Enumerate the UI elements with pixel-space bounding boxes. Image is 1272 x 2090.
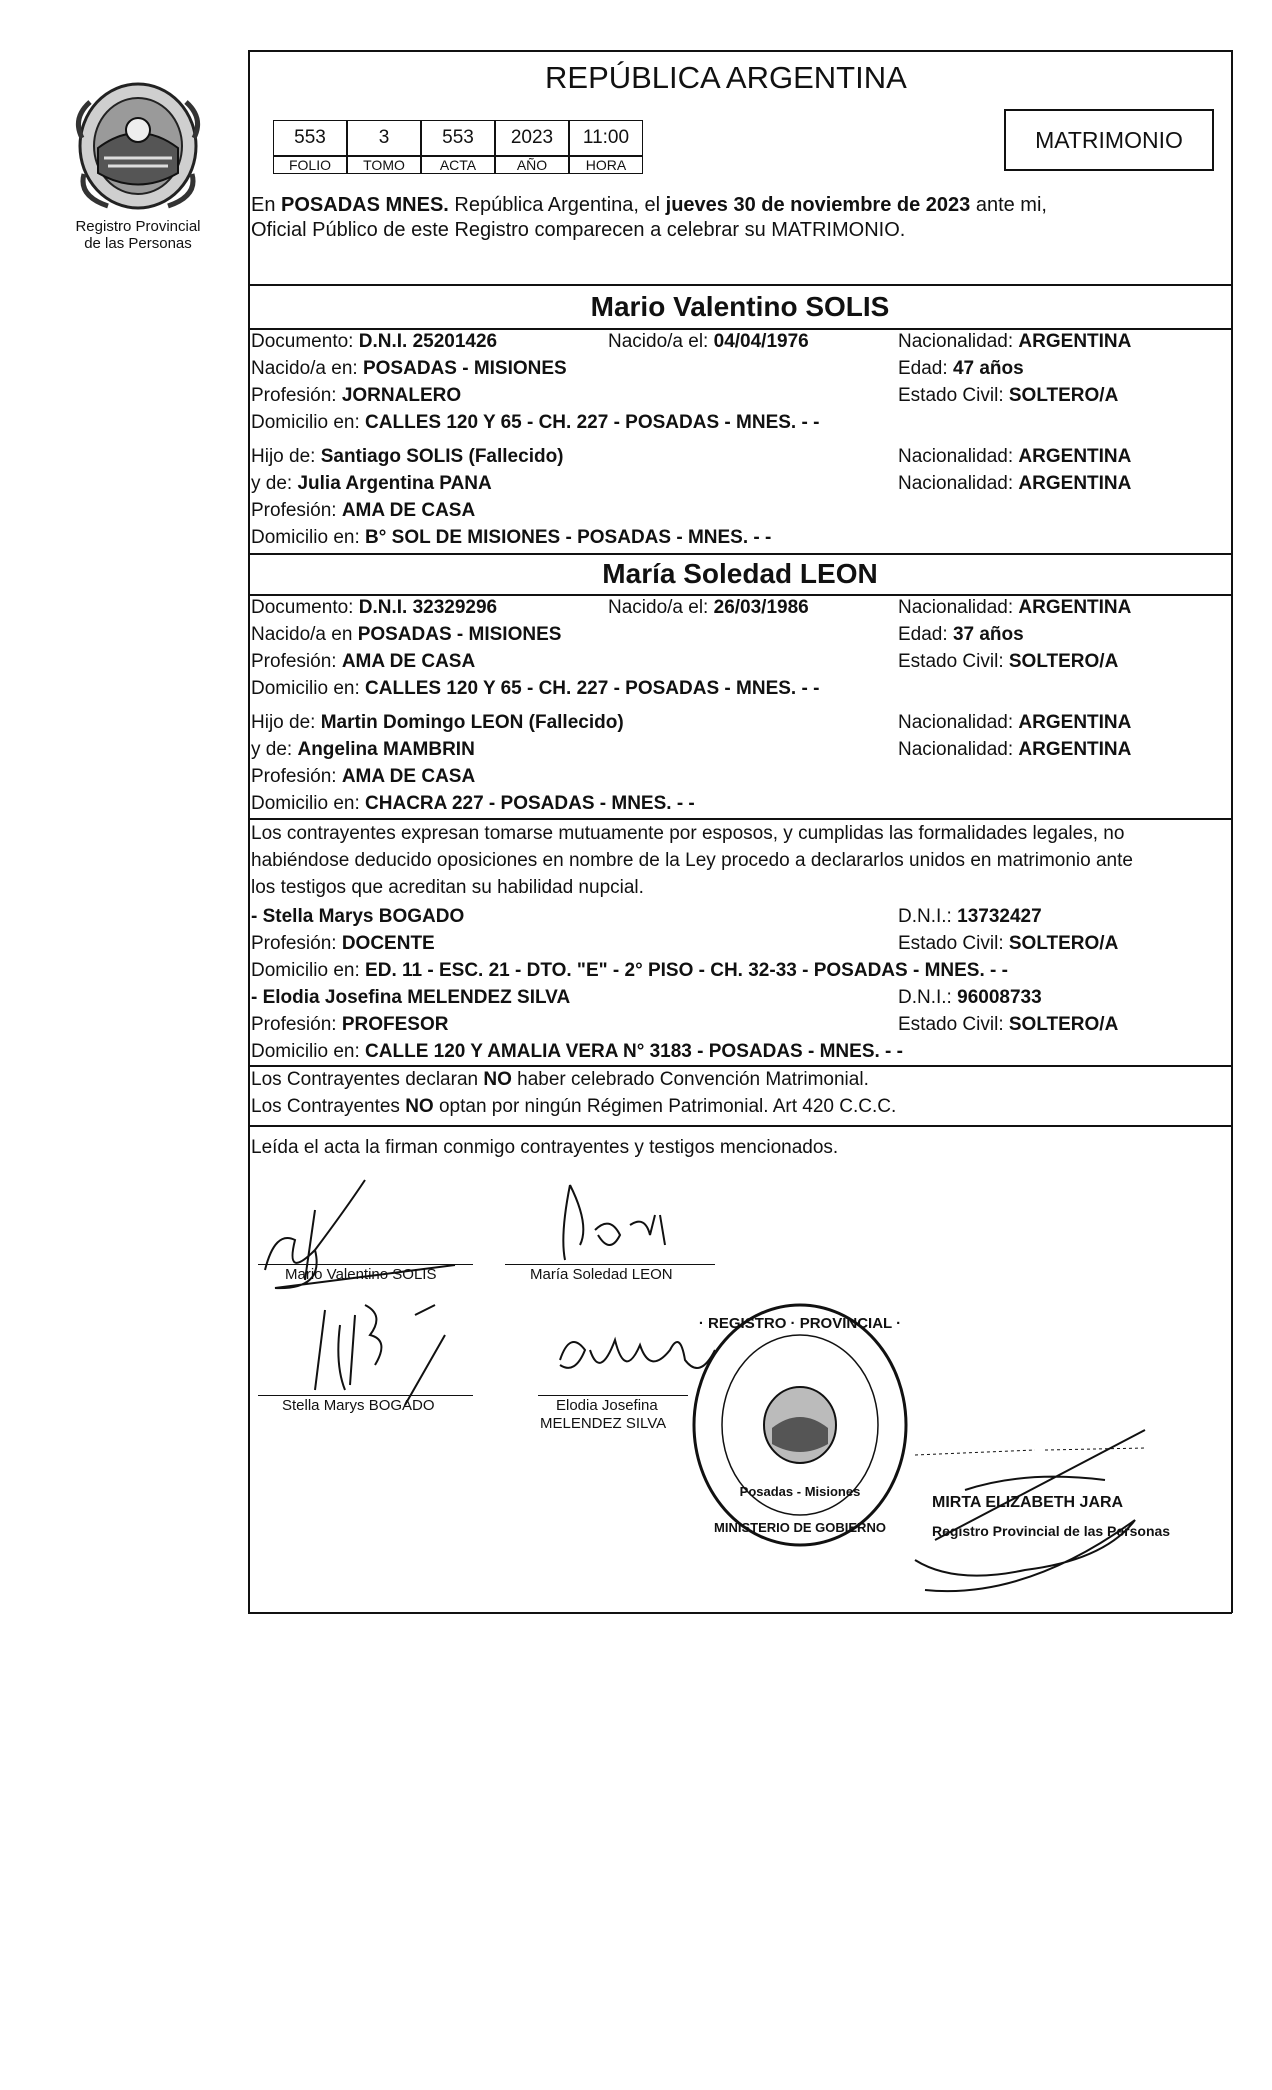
bride-mother-profession: Profesión: AMA DE CASA — [251, 766, 476, 787]
folio-label: FOLIO — [273, 156, 347, 174]
regime-top — [248, 1065, 1232, 1067]
bride-signature-line — [505, 1264, 715, 1265]
witness-2-name: - Elodia Josefina MELENDEZ SILVA — [251, 987, 571, 1008]
groom-mother-nationality: Nacionalidad: ARGENTINA — [898, 473, 1132, 494]
bride-address: Domicilio en: CALLES 120 Y 65 - CH. 227 - POSADAS - MNES. - - — [251, 678, 820, 699]
official-title: Registro Provincial de las Personas — [932, 1523, 1171, 1539]
frame-bottom — [248, 1612, 1232, 1614]
witness-2-signature-caption-1: Elodia Josefina — [556, 1397, 658, 1414]
bride-name: María Soledad LEON — [602, 558, 878, 589]
page-title: REPÚBLICA ARGENTINA — [545, 60, 907, 95]
groom-mother-profession: Profesión: AMA DE CASA — [251, 500, 476, 521]
declaration-line1: Los contrayentes expresan tomarse mutuamente por esposos, y cumplidas las formalidades legales, no — [251, 823, 1125, 844]
bride-signature-caption: María Soledad LEON — [530, 1266, 673, 1283]
svg-text:MINISTERIO DE GOBIERNO: MINISTERIO DE GOBIERNO — [714, 1520, 886, 1535]
witness-1-profession: Profesión: DOCENTE — [251, 933, 435, 954]
witness-1-signature-caption: Stella Marys BOGADO — [282, 1397, 435, 1414]
year-value: 2023 — [495, 120, 569, 156]
hour-label: HORA — [569, 156, 643, 174]
regime-line2: Los Contrayentes NO optan por ningún Régimen Patrimonial. Art 420 C.C.C. — [251, 1096, 897, 1117]
tomo-value: 3 — [347, 120, 421, 156]
witness-1-civil-status: Estado Civil: SOLTERO/A — [898, 933, 1119, 954]
witness-1-dni: D.N.I.: 13732427 — [898, 906, 1042, 927]
groom-born-in: Nacido/a en: POSADAS - MISIONES — [251, 358, 567, 379]
intro-line2: Oficial Público de este Registro comparecen a celebrar su MATRIMONIO. — [251, 219, 906, 241]
witness-2-civil-status: Estado Civil: SOLTERO/A — [898, 1014, 1119, 1035]
official-seal-icon — [688, 1298, 913, 1553]
declaration-line3: los testigos que acreditan su habilidad nupcial. — [251, 877, 644, 898]
groom-father-nationality: Nacionalidad: ARGENTINA — [898, 446, 1132, 467]
groom-section-top — [248, 284, 1232, 286]
groom-age: Edad: 47 años — [898, 358, 1024, 379]
witness-1-signature-icon — [285, 1295, 485, 1410]
declaration-top — [248, 818, 1232, 820]
witness-2-signature-caption-2: MELENDEZ SILVA — [540, 1415, 667, 1432]
svg-text:· REGISTRO · PROVINCIAL ·: · REGISTRO · PROVINCIAL · — [698, 1315, 902, 1332]
bride-born-in: Nacido/a en POSADAS - MISIONES — [251, 624, 562, 645]
acta-label: ACTA — [421, 156, 495, 174]
witness-2-profession: Profesión: PROFESOR — [251, 1014, 449, 1035]
intro-date: jueves 30 de noviembre de 2023 — [665, 194, 971, 216]
folio-value: 553 — [273, 120, 347, 156]
groom-civil-status: Estado Civil: SOLTERO/A — [898, 385, 1119, 406]
acta-value: 553 — [421, 120, 495, 156]
bride-section-top — [248, 553, 1232, 555]
province-shield-icon — [68, 78, 208, 213]
bride-civil-status: Estado Civil: SOLTERO/A — [898, 651, 1119, 672]
act-type-label: MATRIMONIO — [1035, 127, 1183, 153]
act-type-box — [1004, 109, 1214, 171]
regime-line1: Los Contrayentes declaran NO haber celebrado Convención Matrimonial. — [251, 1069, 869, 1090]
groom-name: Mario Valentino SOLIS — [590, 291, 890, 322]
official-name: MIRTA ELIZABETH JARA — [932, 1494, 1124, 1511]
bride-profession: Profesión: AMA DE CASA — [251, 651, 476, 672]
bride-document: Documento: D.N.I. 32329296 — [251, 597, 498, 618]
groom-document: Documento: D.N.I. 25201426 — [251, 331, 498, 352]
groom-mother: y de: Julia Argentina PANA — [251, 473, 492, 494]
intro-place: POSADAS MNES. — [281, 194, 449, 216]
groom-parents-address: Domicilio en: B° SOL DE MISIONES - POSADAS - MNES. - - — [251, 527, 772, 548]
bride-father: Hijo de: Martin Domingo LEON (Fallecido) — [251, 712, 624, 733]
groom-signature-line — [258, 1264, 473, 1265]
read-note: Leída el acta la firman conmigo contrayentes y testigos mencionados. — [251, 1137, 839, 1158]
groom-father: Hijo de: Santiago SOLIS (Fallecido) — [251, 446, 564, 467]
witness-2-signature-line — [538, 1395, 688, 1396]
bride-signature-icon — [550, 1175, 710, 1270]
svg-text:Posadas - Misiones: Posadas - Misiones — [739, 1484, 861, 1499]
groom-profession: Profesión: JORNALERO — [251, 385, 462, 406]
registry-caption-line1: Registro Provincial — [75, 218, 201, 235]
registry-caption-line2: de las Personas — [84, 235, 192, 252]
hour-value: 11:00 — [569, 120, 643, 156]
declaration-line2: habiéndose deducido oposiciones en nombre de la Ley procedo a declararlos unidos en matrimonio ante — [251, 850, 1133, 871]
bride-born-on: Nacido/a el: 26/03/1986 — [608, 597, 809, 618]
groom-nationality: Nacionalidad: ARGENTINA — [898, 331, 1132, 352]
bride-father-nationality: Nacionalidad: ARGENTINA — [898, 712, 1132, 733]
witness-1-signature-line — [258, 1395, 473, 1396]
bride-mother: y de: Angelina MAMBRIN — [251, 739, 475, 760]
groom-address: Domicilio en: CALLES 120 Y 65 - CH. 227 - POSADAS - MNES. - - — [251, 412, 820, 433]
groom-signature-caption: Mario Valentino SOLIS — [285, 1266, 437, 1283]
regime-bottom — [248, 1125, 1232, 1127]
groom-name-rule — [248, 328, 1232, 330]
bride-name-rule — [248, 594, 1232, 596]
witness-2-address: Domicilio en: CALLE 120 Y AMALIA VERA N° 3183 - POSADAS - MNES. - - — [251, 1041, 903, 1062]
intro-line1: En POSADAS MNES. República Argentina, el jueves 30 de noviembre de 2023 ante mi, — [251, 194, 1047, 216]
bride-nationality: Nacionalidad: ARGENTINA — [898, 597, 1132, 618]
frame-top — [248, 50, 1232, 52]
year-label: AÑO — [495, 156, 569, 174]
witness-1-address: Domicilio en: ED. 11 - ESC. 21 - DTO. "E" - 2° PISO - CH. 32-33 - POSADAS - MNES. - - — [251, 960, 1008, 981]
witness-1-name: - Stella Marys BOGADO — [251, 906, 465, 927]
groom-born-on: Nacido/a el: 04/04/1976 — [608, 331, 809, 352]
bride-parents-address: Domicilio en: CHACRA 227 - POSADAS - MNES. - - — [251, 793, 695, 814]
registry-emblem — [68, 78, 208, 213]
bride-mother-nationality: Nacionalidad: ARGENTINA — [898, 739, 1132, 760]
tomo-label: TOMO — [347, 156, 421, 174]
bride-age: Edad: 37 años — [898, 624, 1024, 645]
witness-2-dni: D.N.I.: 96008733 — [898, 987, 1042, 1008]
